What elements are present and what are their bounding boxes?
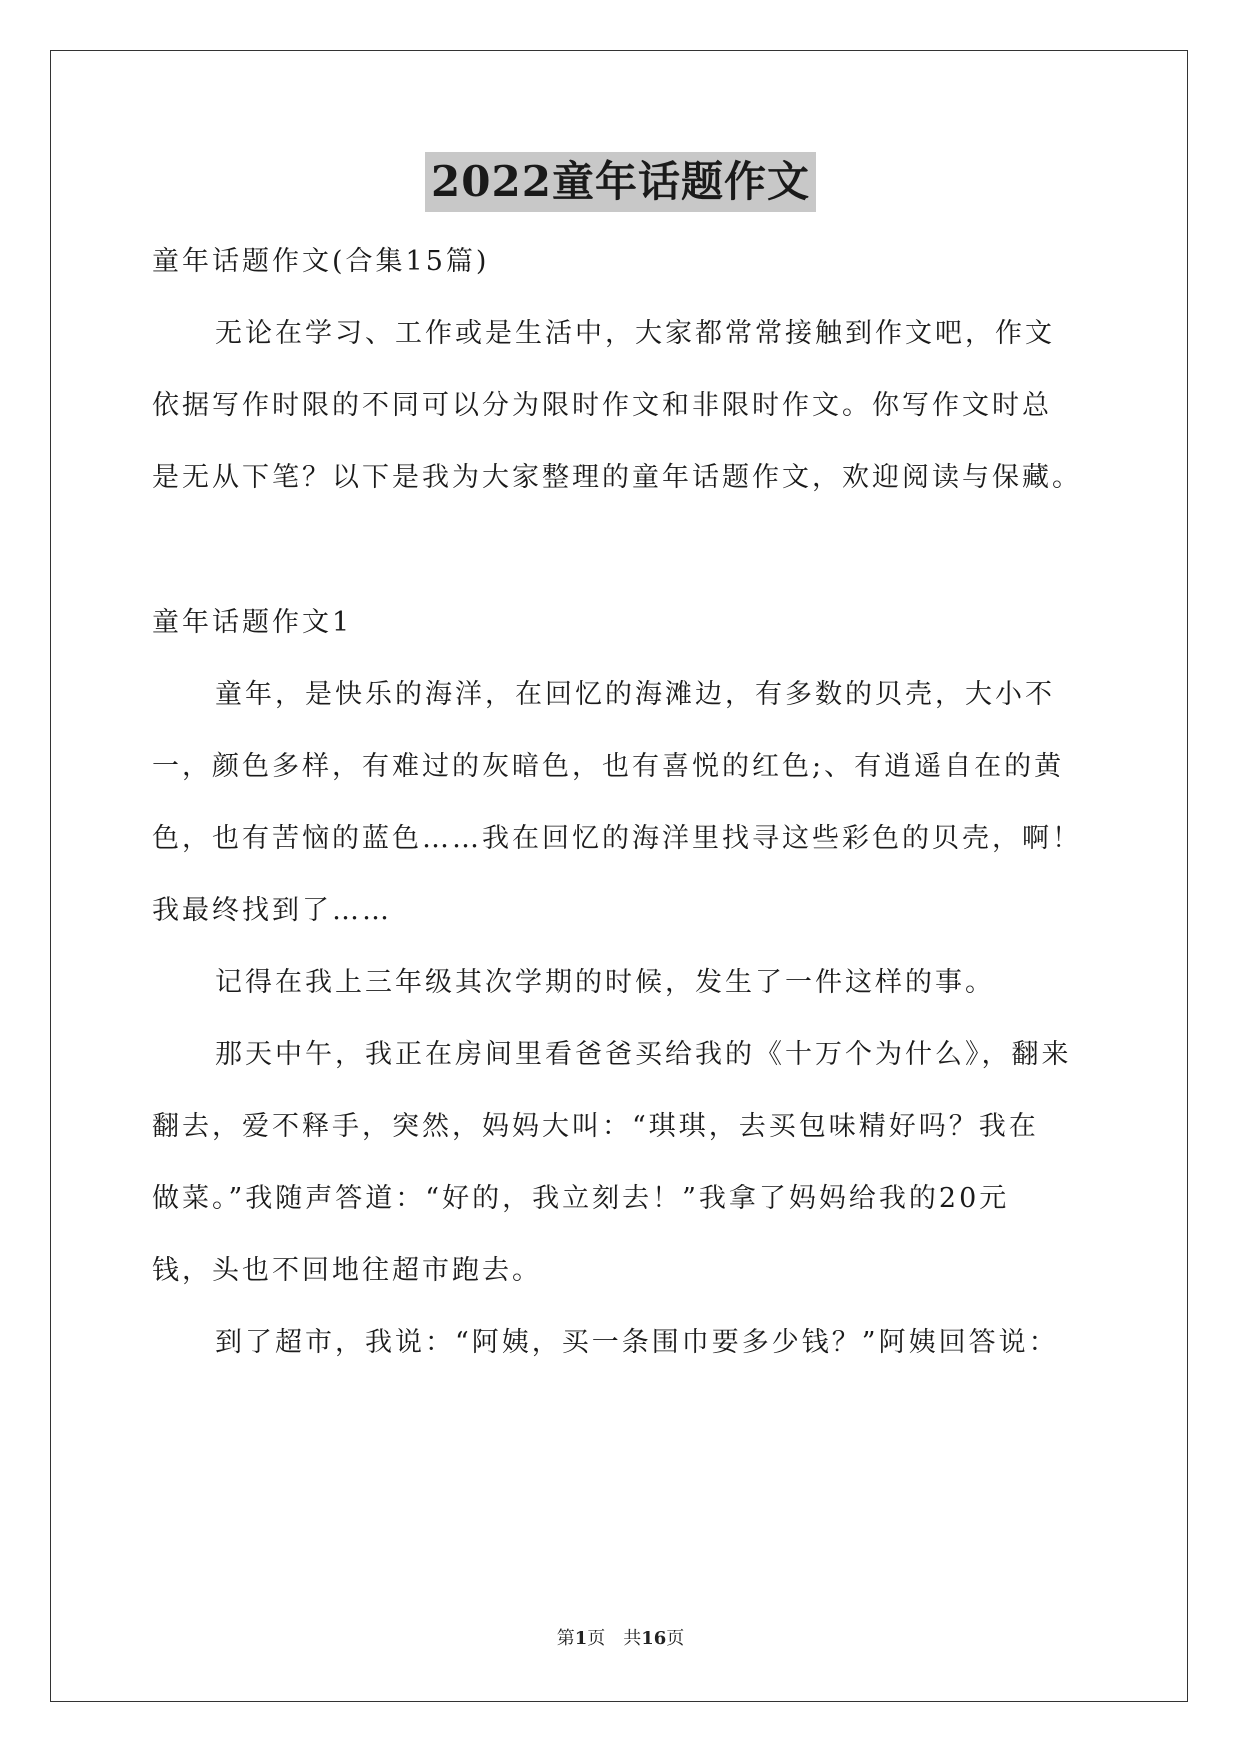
body-line: 一，颜色多样，有难过的灰暗色，也有喜悦的红色;、有逍遥自在的黄 <box>152 751 1065 782</box>
footer-mid: 页 共 <box>587 1628 642 1649</box>
body-line: 童年，是快乐的海洋，在回忆的海滩边，有多数的贝壳，大小不 <box>215 679 1055 710</box>
page-footer <box>0 1624 1241 1650</box>
intro-line: 依据写作时限的不同可以分为限时作文和非限时作文。你写作文时总 <box>152 390 1052 421</box>
body-line: 做菜。”我随声答道：“好的，我立刻去！”我拿了妈妈给我的20元 <box>152 1183 1010 1214</box>
intro-line: 无论在学习、工作或是生活中，大家都常常接触到作文吧，作文 <box>215 318 1055 349</box>
body-line: 翻去，爱不释手，突然，妈妈大叫：“琪琪，去买包味精好吗？我在 <box>152 1111 1039 1142</box>
body-line: 我最终找到了…… <box>152 895 392 926</box>
subtitle: 童年话题作文(合集15篇) <box>152 246 490 277</box>
body-line: 到了超市，我说：“阿姨，买一条围巾要多少钱？”阿姨回答说： <box>215 1327 1059 1358</box>
footer-suffix: 页 <box>666 1628 685 1649</box>
footer-page-number: 1 <box>574 1628 588 1649</box>
footer-total-pages: 16 <box>641 1628 667 1649</box>
body-line: 钱，头也不回地往超市跑去。 <box>152 1255 542 1286</box>
body-line: 记得在我上三年级其次学期的时候，发生了一件这样的事。 <box>215 967 995 998</box>
section-heading: 童年话题作文1 <box>152 607 353 638</box>
footer-prefix: 第 <box>556 1628 575 1649</box>
page-border <box>50 50 1188 1702</box>
document-title: 2022童年话题作文 <box>425 152 816 212</box>
body-line: 那天中午，我正在房间里看爸爸买给我的《十万个为什么》，翻来 <box>215 1039 1072 1070</box>
body-line: 色，也有苦恼的蓝色……我在回忆的海洋里找寻这些彩色的贝壳，啊！ <box>152 823 1082 854</box>
intro-line: 是无从下笔？以下是我为大家整理的童年话题作文，欢迎阅读与保藏。 <box>152 462 1082 493</box>
title-container <box>0 152 1241 212</box>
